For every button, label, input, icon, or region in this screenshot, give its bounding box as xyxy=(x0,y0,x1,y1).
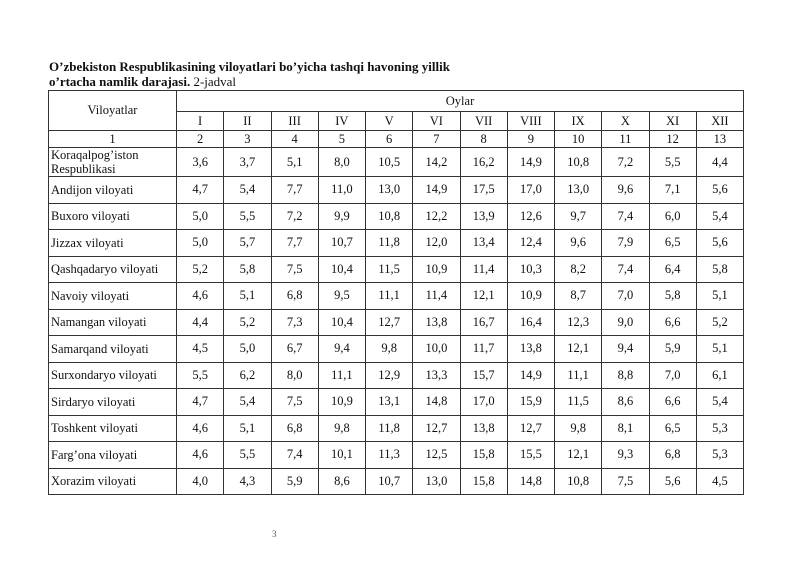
humidity-value: 9,8 xyxy=(555,415,602,442)
humidity-value: 13,8 xyxy=(507,336,554,363)
humidity-value: 12,7 xyxy=(366,309,413,336)
humidity-value: 12,0 xyxy=(413,230,460,257)
caption-table-number: 2-jadval xyxy=(190,74,237,89)
humidity-value: 13,4 xyxy=(460,230,507,257)
humidity-value: 15,8 xyxy=(460,442,507,469)
humidity-value: 5,2 xyxy=(696,309,743,336)
column-number: 4 xyxy=(271,131,318,148)
table-row xyxy=(49,309,744,336)
humidity-value: 6,7 xyxy=(271,336,318,363)
humidity-value: 5,9 xyxy=(271,468,318,495)
humidity-value: 12,3 xyxy=(555,309,602,336)
region-name: Toshkent viloyati xyxy=(49,415,177,442)
table-row xyxy=(49,336,744,363)
humidity-value: 10,1 xyxy=(318,442,365,469)
column-number: 12 xyxy=(649,131,696,148)
region-name: Sirdaryo viloyati xyxy=(49,389,177,416)
humidity-value: 4,7 xyxy=(177,177,224,204)
region-name: Jizzax viloyati xyxy=(49,230,177,257)
page-number: 3 xyxy=(272,529,277,539)
humidity-value: 9,6 xyxy=(602,177,649,204)
humidity-value: 5,1 xyxy=(224,283,271,310)
table-row xyxy=(49,283,744,310)
humidity-value: 13,8 xyxy=(413,309,460,336)
humidity-value: 12,4 xyxy=(507,230,554,257)
month-header: VIII xyxy=(507,112,554,131)
table-row xyxy=(49,442,744,469)
region-name: Namangan viloyati xyxy=(49,309,177,336)
column-number: 7 xyxy=(413,131,460,148)
humidity-value: 10,3 xyxy=(507,256,554,283)
humidity-value: 9,5 xyxy=(318,283,365,310)
humidity-value: 12,9 xyxy=(366,362,413,389)
humidity-value: 7,0 xyxy=(649,362,696,389)
humidity-value: 9,4 xyxy=(318,336,365,363)
humidity-value: 7,3 xyxy=(271,309,318,336)
column-number: 10 xyxy=(555,131,602,148)
humidity-value: 4,4 xyxy=(177,309,224,336)
humidity-value: 5,1 xyxy=(271,148,318,177)
humidity-value: 5,1 xyxy=(696,283,743,310)
humidity-value: 17,5 xyxy=(460,177,507,204)
humidity-value: 5,4 xyxy=(696,389,743,416)
humidity-value: 13,0 xyxy=(555,177,602,204)
humidity-value: 6,8 xyxy=(271,283,318,310)
humidity-value: 15,9 xyxy=(507,389,554,416)
column-number: 9 xyxy=(507,131,554,148)
humidity-value: 5,4 xyxy=(224,389,271,416)
humidity-value: 11,0 xyxy=(318,177,365,204)
humidity-value: 8,6 xyxy=(318,468,365,495)
humidity-value: 5,5 xyxy=(177,362,224,389)
caption-line-2-bold: o’rtacha namlik darajasi. xyxy=(49,74,191,89)
humidity-value: 10,9 xyxy=(318,389,365,416)
humidity-value: 7,2 xyxy=(602,148,649,177)
humidity-value: 4,0 xyxy=(177,468,224,495)
humidity-value: 6,6 xyxy=(649,309,696,336)
humidity-value: 7,0 xyxy=(602,283,649,310)
humidity-value: 6,5 xyxy=(649,230,696,257)
humidity-value: 11,5 xyxy=(366,256,413,283)
humidity-value: 5,1 xyxy=(224,415,271,442)
humidity-value: 7,5 xyxy=(271,256,318,283)
humidity-value: 11,7 xyxy=(460,336,507,363)
humidity-value: 9,7 xyxy=(555,203,602,230)
humidity-value: 8,8 xyxy=(602,362,649,389)
humidity-value: 12,5 xyxy=(413,442,460,469)
humidity-value: 6,4 xyxy=(649,256,696,283)
humidity-value: 12,1 xyxy=(555,336,602,363)
caption-line-1: O’zbekiston Respublikasining viloyatlari bo’yicha tashqi havoning yillik xyxy=(49,59,450,74)
humidity-value: 5,5 xyxy=(224,442,271,469)
table-row xyxy=(49,256,744,283)
region-name: Koraqalpog’iston Respublikasi xyxy=(49,148,177,177)
humidity-value: 11,3 xyxy=(366,442,413,469)
table-row xyxy=(49,148,744,177)
humidity-value: 13,3 xyxy=(413,362,460,389)
table-row xyxy=(49,468,744,495)
humidity-value: 14,2 xyxy=(413,148,460,177)
table-row xyxy=(49,177,744,204)
humidity-value: 5,8 xyxy=(649,283,696,310)
humidity-value: 3,7 xyxy=(224,148,271,177)
humidity-value: 5,4 xyxy=(224,177,271,204)
humidity-value: 13,8 xyxy=(460,415,507,442)
table-row xyxy=(49,230,744,257)
table-row xyxy=(49,362,744,389)
humidity-value: 7,9 xyxy=(602,230,649,257)
humidity-value: 10,9 xyxy=(507,283,554,310)
humidity-value: 9,9 xyxy=(318,203,365,230)
table-row xyxy=(49,389,744,416)
humidity-value: 4,7 xyxy=(177,389,224,416)
humidity-value: 8,6 xyxy=(602,389,649,416)
humidity-value: 5,7 xyxy=(224,230,271,257)
humidity-value: 10,7 xyxy=(318,230,365,257)
humidity-value: 10,4 xyxy=(318,309,365,336)
humidity-value: 5,5 xyxy=(224,203,271,230)
month-header: IV xyxy=(318,112,365,131)
region-name: Andijon viloyati xyxy=(49,177,177,204)
region-name: Navoiy viloyati xyxy=(49,283,177,310)
humidity-value: 16,7 xyxy=(460,309,507,336)
humidity-value: 12,7 xyxy=(507,415,554,442)
region-column-header: Viloyatlar xyxy=(49,91,177,131)
humidity-value: 14,9 xyxy=(507,362,554,389)
humidity-value: 10,5 xyxy=(366,148,413,177)
column-number: 11 xyxy=(602,131,649,148)
column-number: 6 xyxy=(366,131,413,148)
humidity-value: 5,6 xyxy=(696,177,743,204)
column-number: 13 xyxy=(696,131,743,148)
humidity-value: 15,8 xyxy=(460,468,507,495)
humidity-value: 5,2 xyxy=(177,256,224,283)
humidity-value: 13,1 xyxy=(366,389,413,416)
region-name: Surxondaryo viloyati xyxy=(49,362,177,389)
humidity-value: 12,6 xyxy=(507,203,554,230)
humidity-value: 7,5 xyxy=(271,389,318,416)
months-group-header: Oylar xyxy=(177,91,744,112)
column-number-row xyxy=(49,131,744,148)
humidity-value: 7,4 xyxy=(602,256,649,283)
humidity-value: 5,8 xyxy=(696,256,743,283)
humidity-value: 8,7 xyxy=(555,283,602,310)
region-name: Farg’ona viloyati xyxy=(49,442,177,469)
month-header: III xyxy=(271,112,318,131)
humidity-value: 7,1 xyxy=(649,177,696,204)
humidity-value: 15,7 xyxy=(460,362,507,389)
humidity-value: 10,0 xyxy=(413,336,460,363)
humidity-value: 9,6 xyxy=(555,230,602,257)
month-header: II xyxy=(224,112,271,131)
humidity-value: 6,8 xyxy=(649,442,696,469)
humidity-value: 13,0 xyxy=(413,468,460,495)
humidity-value: 11,5 xyxy=(555,389,602,416)
humidity-value: 9,8 xyxy=(366,336,413,363)
humidity-value: 5,4 xyxy=(696,203,743,230)
humidity-value: 8,2 xyxy=(555,256,602,283)
humidity-value: 14,8 xyxy=(507,468,554,495)
month-header: VII xyxy=(460,112,507,131)
humidity-value: 8,0 xyxy=(318,148,365,177)
month-header: VI xyxy=(413,112,460,131)
humidity-value: 17,0 xyxy=(507,177,554,204)
humidity-value: 5,6 xyxy=(696,230,743,257)
humidity-value: 11,8 xyxy=(366,230,413,257)
humidity-value: 17,0 xyxy=(460,389,507,416)
humidity-value: 7,7 xyxy=(271,230,318,257)
month-header: IX xyxy=(555,112,602,131)
humidity-value: 8,1 xyxy=(602,415,649,442)
humidity-value: 5,3 xyxy=(696,415,743,442)
humidity-value: 4,5 xyxy=(696,468,743,495)
humidity-value: 7,7 xyxy=(271,177,318,204)
humidity-value: 13,0 xyxy=(366,177,413,204)
region-name: Qashqadaryo viloyati xyxy=(49,256,177,283)
humidity-value: 11,4 xyxy=(460,256,507,283)
humidity-value: 5,9 xyxy=(649,336,696,363)
humidity-value: 12,1 xyxy=(460,283,507,310)
humidity-value: 16,2 xyxy=(460,148,507,177)
humidity-value: 10,7 xyxy=(366,468,413,495)
humidity-value: 5,5 xyxy=(649,148,696,177)
humidity-value: 5,3 xyxy=(696,442,743,469)
humidity-value: 11,1 xyxy=(318,362,365,389)
column-number: 5 xyxy=(318,131,365,148)
humidity-value: 5,6 xyxy=(649,468,696,495)
humidity-value: 16,4 xyxy=(507,309,554,336)
humidity-value: 14,9 xyxy=(507,148,554,177)
humidity-value: 5,0 xyxy=(224,336,271,363)
humidity-value: 10,9 xyxy=(413,256,460,283)
region-name: Samarqand viloyati xyxy=(49,336,177,363)
humidity-value: 9,3 xyxy=(602,442,649,469)
month-header: XI xyxy=(649,112,696,131)
humidity-value: 4,5 xyxy=(177,336,224,363)
humidity-value: 12,1 xyxy=(555,442,602,469)
table-caption xyxy=(49,59,749,89)
humidity-value: 5,8 xyxy=(224,256,271,283)
humidity-value: 6,6 xyxy=(649,389,696,416)
humidity-table xyxy=(48,90,744,495)
humidity-value: 5,0 xyxy=(177,230,224,257)
humidity-value: 6,1 xyxy=(696,362,743,389)
humidity-value: 13,9 xyxy=(460,203,507,230)
humidity-value: 4,4 xyxy=(696,148,743,177)
humidity-value: 10,8 xyxy=(555,468,602,495)
humidity-value: 5,2 xyxy=(224,309,271,336)
humidity-value: 11,1 xyxy=(555,362,602,389)
humidity-value: 4,6 xyxy=(177,283,224,310)
humidity-value: 6,5 xyxy=(649,415,696,442)
humidity-value: 12,2 xyxy=(413,203,460,230)
humidity-value: 4,3 xyxy=(224,468,271,495)
humidity-value: 7,5 xyxy=(602,468,649,495)
humidity-value: 4,6 xyxy=(177,442,224,469)
table-row xyxy=(49,415,744,442)
humidity-value: 5,0 xyxy=(177,203,224,230)
humidity-value: 11,1 xyxy=(366,283,413,310)
humidity-value: 8,0 xyxy=(271,362,318,389)
region-name: Xorazim viloyati xyxy=(49,468,177,495)
humidity-value: 6,2 xyxy=(224,362,271,389)
humidity-value: 10,8 xyxy=(366,203,413,230)
humidity-value: 10,4 xyxy=(318,256,365,283)
humidity-value: 14,9 xyxy=(413,177,460,204)
humidity-value: 3,6 xyxy=(177,148,224,177)
month-header: V xyxy=(366,112,413,131)
humidity-value: 11,4 xyxy=(413,283,460,310)
region-name: Buxoro viloyati xyxy=(49,203,177,230)
humidity-value: 7,4 xyxy=(271,442,318,469)
column-number: 8 xyxy=(460,131,507,148)
humidity-value: 9,8 xyxy=(318,415,365,442)
humidity-value: 5,1 xyxy=(696,336,743,363)
humidity-value: 9,4 xyxy=(602,336,649,363)
month-header: XII xyxy=(696,112,743,131)
month-header: X xyxy=(602,112,649,131)
table-row xyxy=(49,203,744,230)
column-number: 1 xyxy=(49,131,177,148)
humidity-value: 7,4 xyxy=(602,203,649,230)
humidity-value: 9,0 xyxy=(602,309,649,336)
humidity-value: 6,8 xyxy=(271,415,318,442)
humidity-value: 4,6 xyxy=(177,415,224,442)
humidity-value: 6,0 xyxy=(649,203,696,230)
humidity-value: 15,5 xyxy=(507,442,554,469)
header-row-group xyxy=(49,91,744,112)
humidity-value: 12,7 xyxy=(413,415,460,442)
humidity-value: 10,8 xyxy=(555,148,602,177)
month-header: I xyxy=(177,112,224,131)
humidity-value: 11,8 xyxy=(366,415,413,442)
humidity-value: 7,2 xyxy=(271,203,318,230)
column-number: 3 xyxy=(224,131,271,148)
column-number: 2 xyxy=(177,131,224,148)
humidity-value: 14,8 xyxy=(413,389,460,416)
